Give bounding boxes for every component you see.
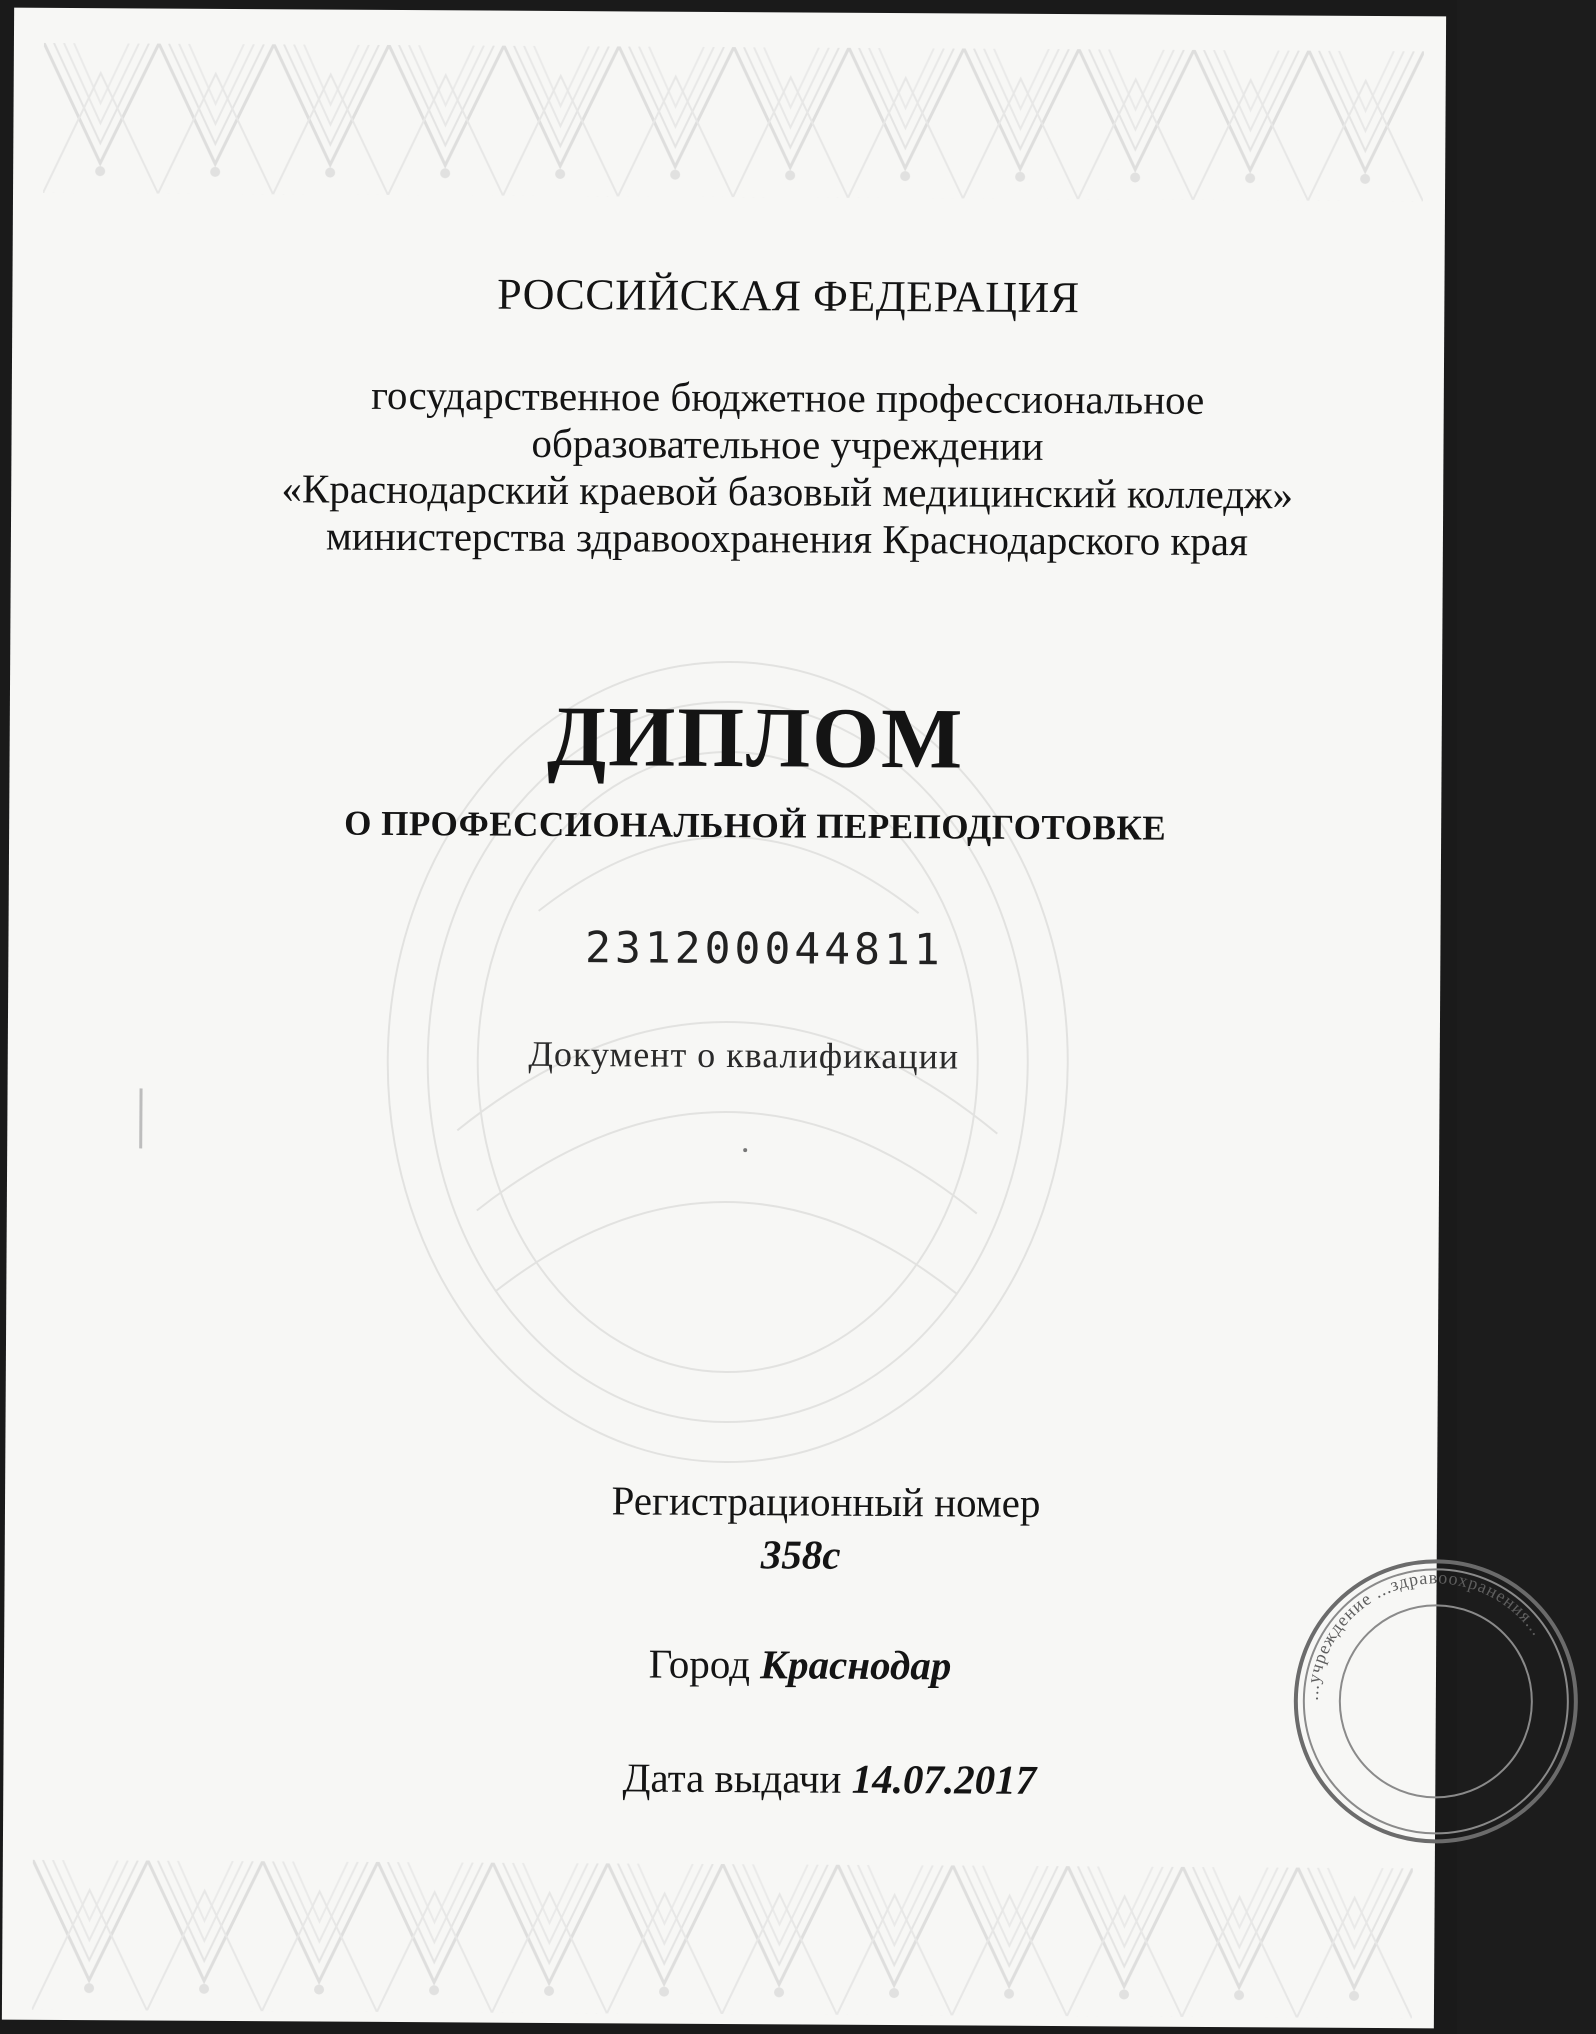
scan-mark	[139, 1088, 142, 1148]
document-type: Документ о квалификации	[528, 1033, 960, 1077]
registration-label: Регистрационный номер	[611, 1477, 1041, 1526]
institution-line: государственное бюджетное профессиональное	[371, 371, 1205, 423]
institution-line: «Краснодарский краевой базовый медицинский колледж»	[281, 465, 1294, 518]
scan-dot	[743, 1148, 747, 1152]
document-subtitle: О ПРОФЕССИОНАЛЬНОЙ ПЕРЕПОДГОТОВКЕ	[344, 803, 1167, 848]
document-title: ДИПЛОМ	[546, 687, 965, 787]
decorative-bottom-band	[32, 1860, 1413, 2018]
country-heading: РОССИЙСКАЯ ФЕДЕРАЦИЯ	[497, 269, 1080, 323]
institution-name	[11, 370, 1504, 567]
city-label: Город	[648, 1640, 751, 1688]
svg-text:...учреждение ...здравоохранен: ...учреждение ...здравоохранения...	[1301, 1567, 1549, 1701]
institution-line: министерства здравоохранения Краснодарского края	[325, 512, 1249, 565]
institution-line: образовательное учреждении	[531, 419, 1044, 469]
issue-date-label: Дата выдачи	[622, 1754, 842, 1802]
official-stamp	[1285, 1550, 1587, 1852]
decorative-top-band	[43, 43, 1424, 201]
diploma-sheet	[2, 8, 1549, 2029]
serial-number: 231200044811	[584, 923, 944, 976]
city-value: Краснодар	[760, 1641, 952, 1689]
registration-number: 358с	[760, 1531, 841, 1578]
issue-date-value: 14.07.2017	[851, 1755, 1037, 1803]
